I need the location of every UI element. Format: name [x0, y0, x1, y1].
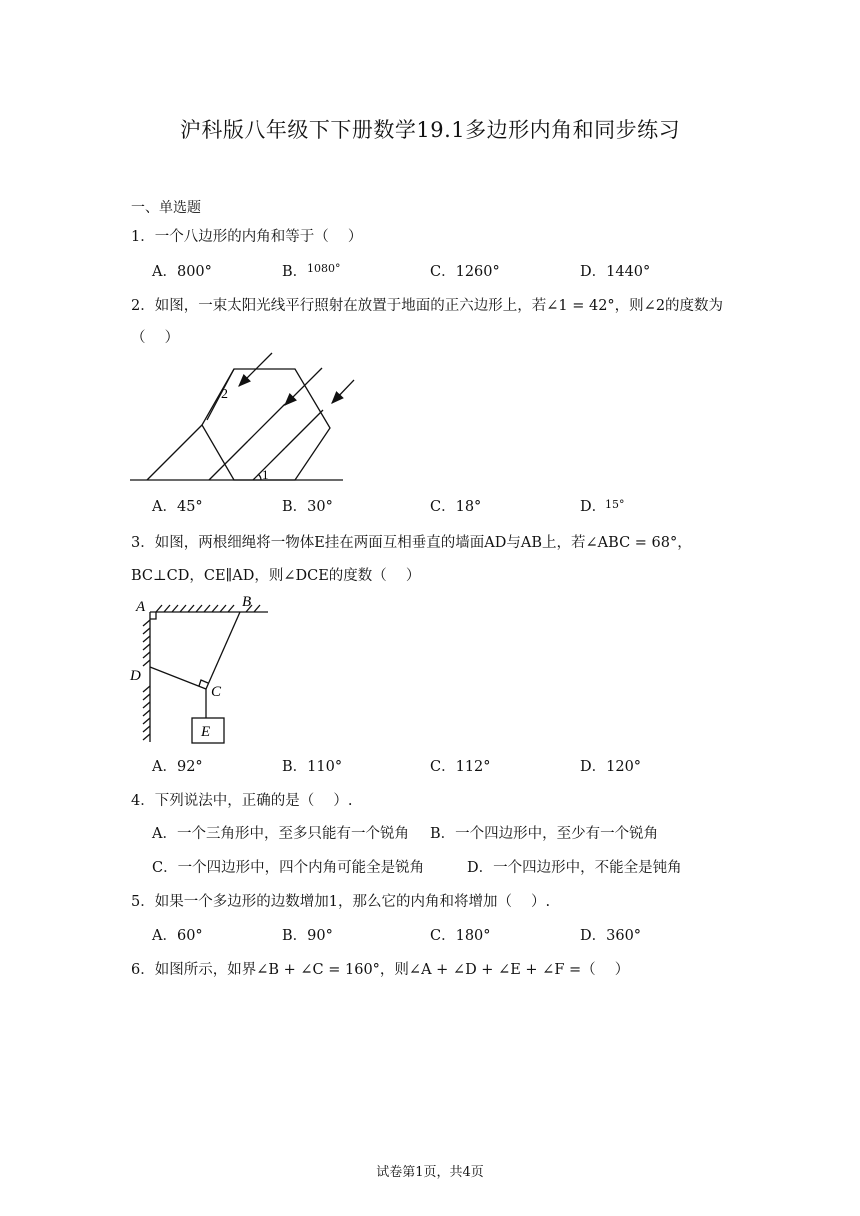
right-angle-a	[150, 612, 156, 619]
q4-option-b: B．一个四边形中，至少有一个锐角	[430, 826, 659, 842]
question-2-stem: 2．如图，一束太阳光线平行照射在放置于地面的正六边形上，若∠1 = 42°，则∠2的度数为	[131, 298, 724, 314]
q5-option-b: B．90°	[282, 928, 333, 944]
wall-rope-figure	[126, 592, 276, 750]
question-1-stem: 1．一个八边形的内角和等于（ ）	[131, 229, 363, 245]
right-ray-upper	[285, 410, 323, 448]
section-heading: 一、单选题	[131, 200, 201, 216]
question-3-stem-cont: BC⊥CD，CE∥AD，则∠DCE的度数（ ）	[131, 568, 421, 584]
q1-option-a: A．800°	[152, 264, 212, 280]
right-angle-c	[199, 680, 208, 686]
sun-ray-2	[285, 368, 322, 405]
label-a: A	[136, 599, 146, 615]
question-5-stem: 5．如果一个多边形的边数增加1，那么它的内角和将增加（ ）.	[131, 894, 551, 910]
rope-dc	[150, 667, 206, 689]
q2-option-c: C．18°	[430, 499, 482, 515]
q1-option-d: D．1440°	[580, 264, 651, 280]
q1-option-b: B．	[282, 264, 308, 280]
question-6-stem: 6．如图所示，如界∠B + ∠C = 160°，则∠A + ∠D + ∠E + ∠F =（ ）	[131, 962, 630, 978]
label-d: D	[130, 668, 141, 684]
q2-option-a: A．45°	[152, 499, 203, 515]
hexagon-sunlight-figure	[125, 348, 360, 486]
q4-option-d: D．一个四边形中，不能全是钝角	[467, 860, 682, 876]
angle-1-arc	[258, 474, 261, 480]
question-3-stem: 3．如图，两根细绳将一物体E挂在两面互相垂直的墙面AD与AB上，若∠ABC = 68°，	[131, 535, 692, 551]
q4-option-a: A．一个三角形中，至多只能有一个锐角	[152, 826, 409, 842]
question-2-stem-cont: （ ）	[131, 330, 180, 346]
sun-ray-3	[332, 380, 354, 403]
q1-option-c: C．1260°	[430, 264, 500, 280]
label-e: E	[201, 724, 211, 740]
label-c: C	[211, 684, 222, 700]
q3-option-c: C．112°	[430, 759, 491, 775]
page-title: 沪科版八年级下下册数学19.1多边形内角和同步练习	[179, 118, 681, 142]
page-footer: 试卷第1页，共4页	[376, 1165, 484, 1180]
left-wall-hatching	[143, 620, 150, 740]
angle-1-label: 1	[262, 467, 269, 482]
q4-option-c: C．一个四边形中，四个内角可能全是锐角	[152, 860, 425, 876]
label-b: B	[242, 594, 252, 610]
q5-option-c: C．180°	[430, 928, 491, 944]
q2-option-b: B．30°	[282, 499, 333, 515]
q1-option-b-value: 1080°	[307, 262, 341, 275]
middle-ray-upper	[248, 404, 285, 441]
q5-option-a: A．60°	[152, 928, 203, 944]
hexagon	[202, 369, 330, 480]
question-4-stem: 4．下列说法中，正确的是（ ）.	[131, 793, 353, 809]
angle-2-label: 2	[221, 387, 228, 402]
right-ray-lower	[253, 448, 285, 480]
q3-option-a: A．92°	[152, 759, 203, 775]
rope-bc	[206, 612, 240, 689]
q3-option-d: D．120°	[580, 759, 642, 775]
q3-option-b: B．110°	[282, 759, 343, 775]
left-ray	[147, 425, 202, 480]
q2-option-d-value: 15°	[605, 498, 625, 511]
q2-option-d: D．	[580, 499, 607, 515]
q5-option-d: D．360°	[580, 928, 642, 944]
